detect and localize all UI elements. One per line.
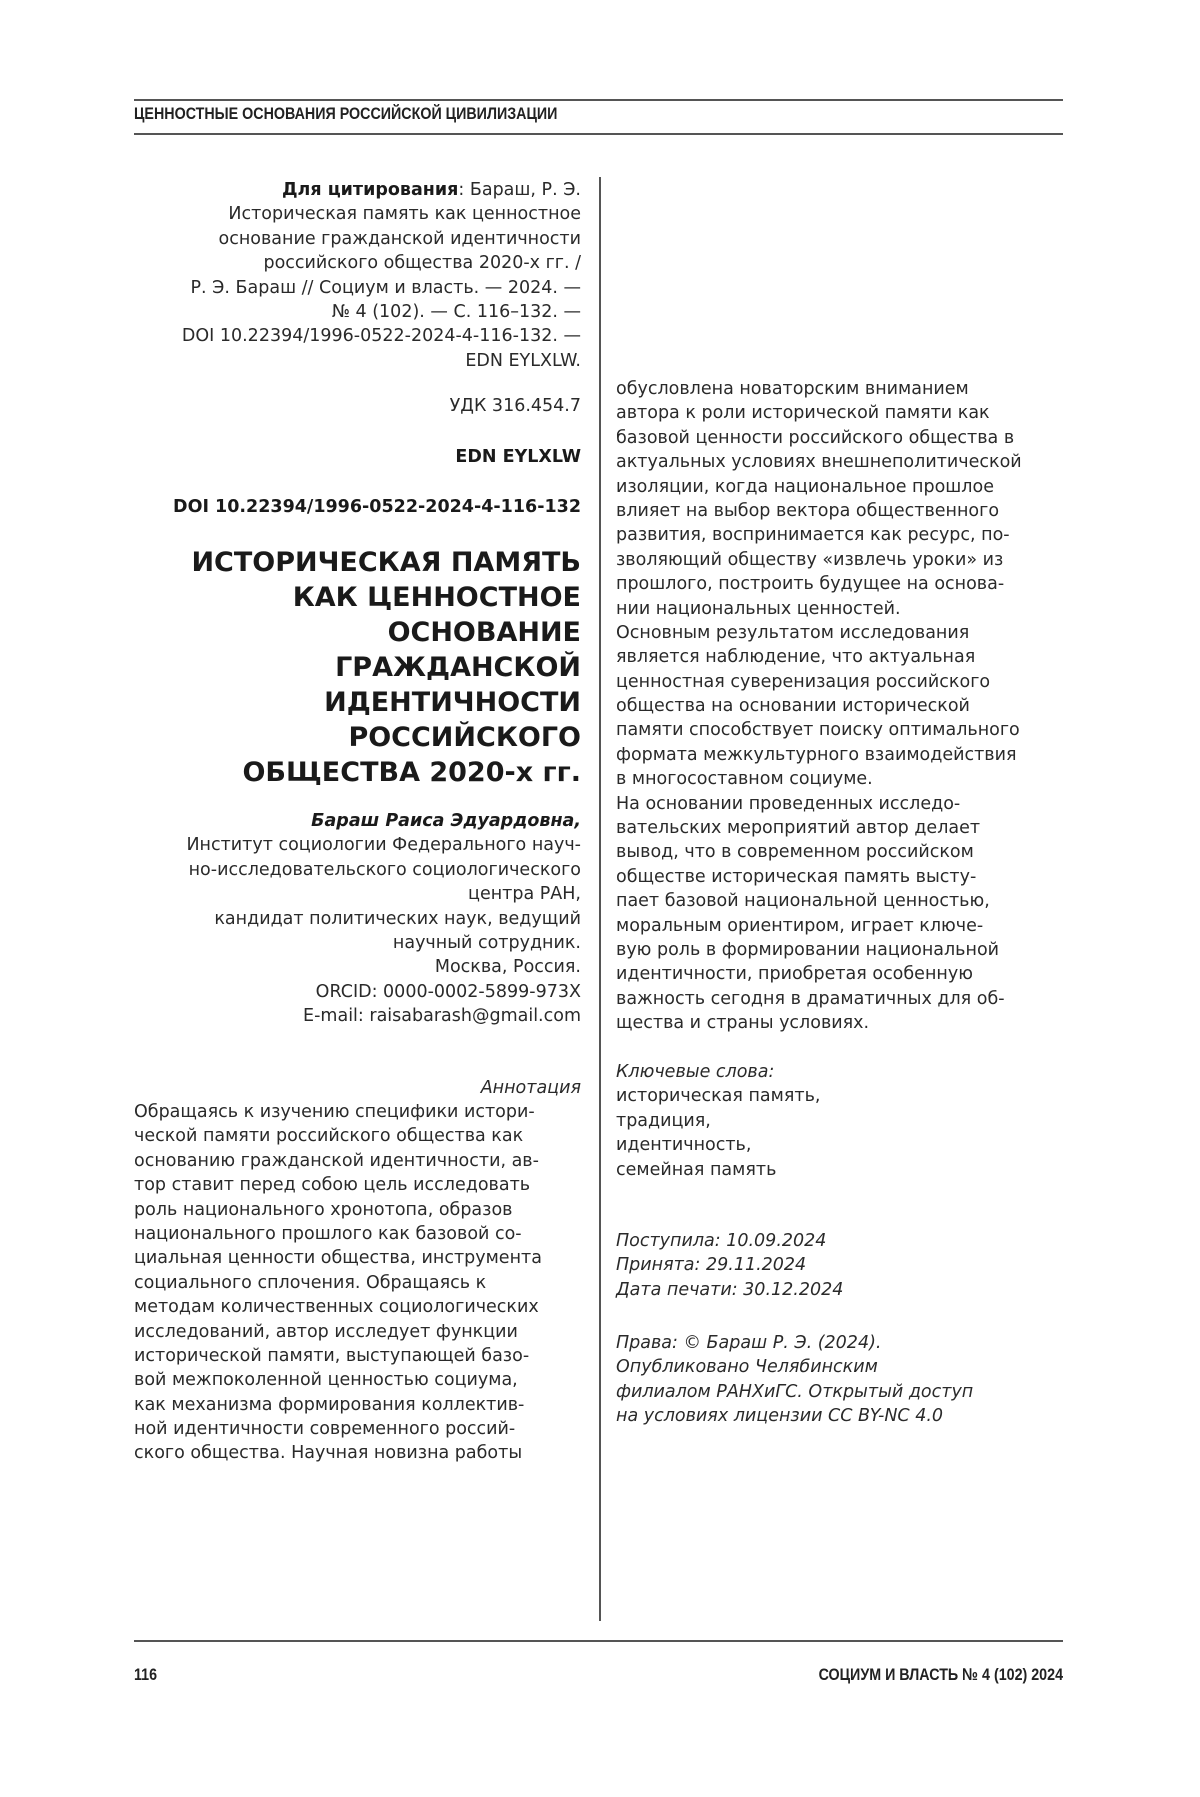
journal-footer: СОЦИУМ И ВЛАСТЬ № 4 (102) 2024 [818,1665,1063,1684]
abstract-line: пает базовой национальной ценностью, [616,891,990,912]
abstract-line: автора к роли исторической памяти как [616,403,990,424]
dates [616,1229,843,1302]
abstract-line: зволяющий обществу «извлечь уроки» из [616,549,1004,570]
abstract-line: актуальных условиях внешнеполитической [616,452,1022,473]
abstract-line: формата межкультурного взаимодействия [616,744,1017,765]
abstract-line: базовой ценности российского общества в [616,427,1015,448]
citation-line: основание гражданской идентичности [218,228,581,249]
author-orcid: ORCID: 0000-0002-5899-973X [315,981,581,1002]
rights-line: филиалом РАНХиГС. Открытый доступ [616,1381,974,1402]
abstract-line: обществе историческая память высту- [616,866,977,887]
abstract-label: Аннотация [480,1078,581,1098]
citation [182,178,581,373]
abstract-line: вой межпоколенной ценностью социума, [134,1370,518,1391]
keyword: идентичность, [616,1135,752,1156]
keyword: традиция, [616,1110,711,1131]
abstract-line: идентичности, приобретая особенную [616,964,973,985]
date-accepted: Принята: 29.11.2024 [616,1255,807,1276]
abstract-line: основанию гражданской идентичности, ав- [134,1150,539,1171]
column-divider [599,177,601,1621]
rights-line: Права: © Бараш Р. Э. (2024). [616,1333,882,1353]
abstract-line: как механизма формирования коллектив- [134,1394,525,1415]
citation-line: российского общества 2020-х гг. / [263,253,581,274]
abstract-line: в многосоставном социуме. [616,769,873,790]
footer-rule [134,1640,1063,1642]
citation-line: № 4 (102). — С. 116–132. — [331,301,581,322]
title-line: РОССИЙСКОГО [348,722,581,753]
abstract-line: ческой памяти российского общества как [134,1126,524,1147]
udk: УДК 316.454.7 [449,396,581,416]
abstract-line: развития, воспринимается как ресурс, по- [616,525,1010,546]
abstract-line: вую роль в формировании национальной [616,939,1000,960]
title-line: ИСТОРИЧЕСКАЯ ПАМЯТЬ [191,547,581,578]
header-rule-top [134,99,1063,101]
abstract-line: Основным результатом исследования [616,622,970,643]
rights-line: на условиях лицензии CC BY-NC 4.0 [616,1406,944,1427]
abstract-line: прошлого, построить будущее на основа- [616,574,1005,595]
abstract-line: общества на основании исторической [616,696,970,717]
keywords [616,1060,820,1182]
author-email[interactable]: E-mail: raisabarash@gmail.com [303,1006,581,1027]
abstract-right [616,377,1022,1036]
citation-line: Историческая память как ценностное [228,204,581,225]
abstract-line: моральным ориентиром, играет ключе- [616,915,984,936]
rights [616,1331,973,1429]
abstract-line: ной идентичности современного россий- [134,1419,516,1440]
abstract-line: важность сегодня в драматичных для об- [616,988,1005,1009]
abstract-line: тор ставит перед собою цель исследовать [134,1175,531,1196]
abstract-line: социального сплочения. Обращаясь к [134,1272,487,1293]
abstract-line: исследований, автор исследует функции [134,1321,518,1342]
abstract-line: ценностная суверенизация российского [616,671,991,692]
running-header: ЦЕННОСТНЫЕ ОСНОВАНИЯ РОССИЙСКОЙ ЦИВИЛИЗАЦИИ [134,104,558,123]
abstract-line: обусловлена новаторским вниманием [616,379,969,399]
title-line: ИДЕНТИЧНОСТИ [324,687,581,718]
citation-line: EDN EYLXLW. [465,350,581,371]
abstract-line: исторической памяти, выступающей базо- [134,1345,530,1366]
keywords-label: Ключевые слова: [616,1062,775,1082]
page-number: 116 [134,1665,158,1684]
citation-line: DOI 10.22394/1996-0522-2024-4-116-132. — [181,326,581,347]
keyword: историческая память, [616,1086,821,1107]
abstract-line: циальная ценности общества, инструмента [134,1248,542,1269]
abstract-line: национального прошлого как базовой со- [134,1223,522,1244]
author-name: Бараш Раиса Эдуардовна, [311,811,581,831]
abstract-line: На основании проведенных исследо- [616,793,961,814]
citation-text: : Бараш, Р. Э. [458,180,581,200]
doi: DOI 10.22394/1996-0522-2024-4-116-132 [173,497,581,517]
article-title [191,545,581,790]
title-line: КАК ЦЕННОСТНОЕ [292,582,581,613]
abstract-line: вывод, что в современном российском [616,842,974,863]
abstract-left [134,1100,542,1466]
abstract-line: изоляции, когда национальное прошлое [616,476,994,497]
abstract-line: ского общества. Научная новизна работы [134,1443,523,1464]
abstract-line: щества и страны условиях. [616,1013,870,1034]
abstract-line: влияет на выбор вектора общественного [616,500,1000,521]
rights-line: Опубликовано Челябинским [616,1357,878,1378]
abstract-line: методам количественных социологических [134,1297,539,1318]
abstract-line: памяти способствует поиску оптимального [616,720,1020,741]
abstract-line: является наблюдение, что актуальная [616,647,976,668]
author-line: Институт социологии Федерального науч- [186,835,581,856]
abstract-line: роль национального хронотопа, образов [134,1199,513,1220]
citation-line: Р. Э. Бараш // Социум и власть. — 2024. — [190,277,581,298]
author-line: центра РАН, [468,884,581,905]
abstract-line: Обращаясь к изучению специфики истори- [134,1102,535,1122]
author-line: Москва, Россия. [434,957,581,978]
title-line: ГРАЖДАНСКОЙ [335,652,581,683]
author-line: кандидат политических наук, ведущий [214,908,581,929]
author-line: но-исследовательского социологического [188,859,581,880]
title-line: ОСНОВАНИЕ [387,617,581,648]
citation-label: Для цитирования [281,180,459,200]
author-info [186,809,581,1029]
header-rule-bottom [134,133,1063,135]
abstract-line: вательских мероприятий автор делает [616,818,981,839]
title-line: ОБЩЕСТВА 2020-х гг. [242,757,581,788]
date-received: Поступила: 10.09.2024 [616,1231,827,1251]
abstract-line: нии национальных ценностей. [616,598,901,619]
date-printed: Дата печати: 30.12.2024 [616,1279,844,1300]
edn: EDN EYLXLW [455,447,581,467]
author-line: научный сотрудник. [392,932,581,953]
keyword: семейная память [616,1159,777,1180]
